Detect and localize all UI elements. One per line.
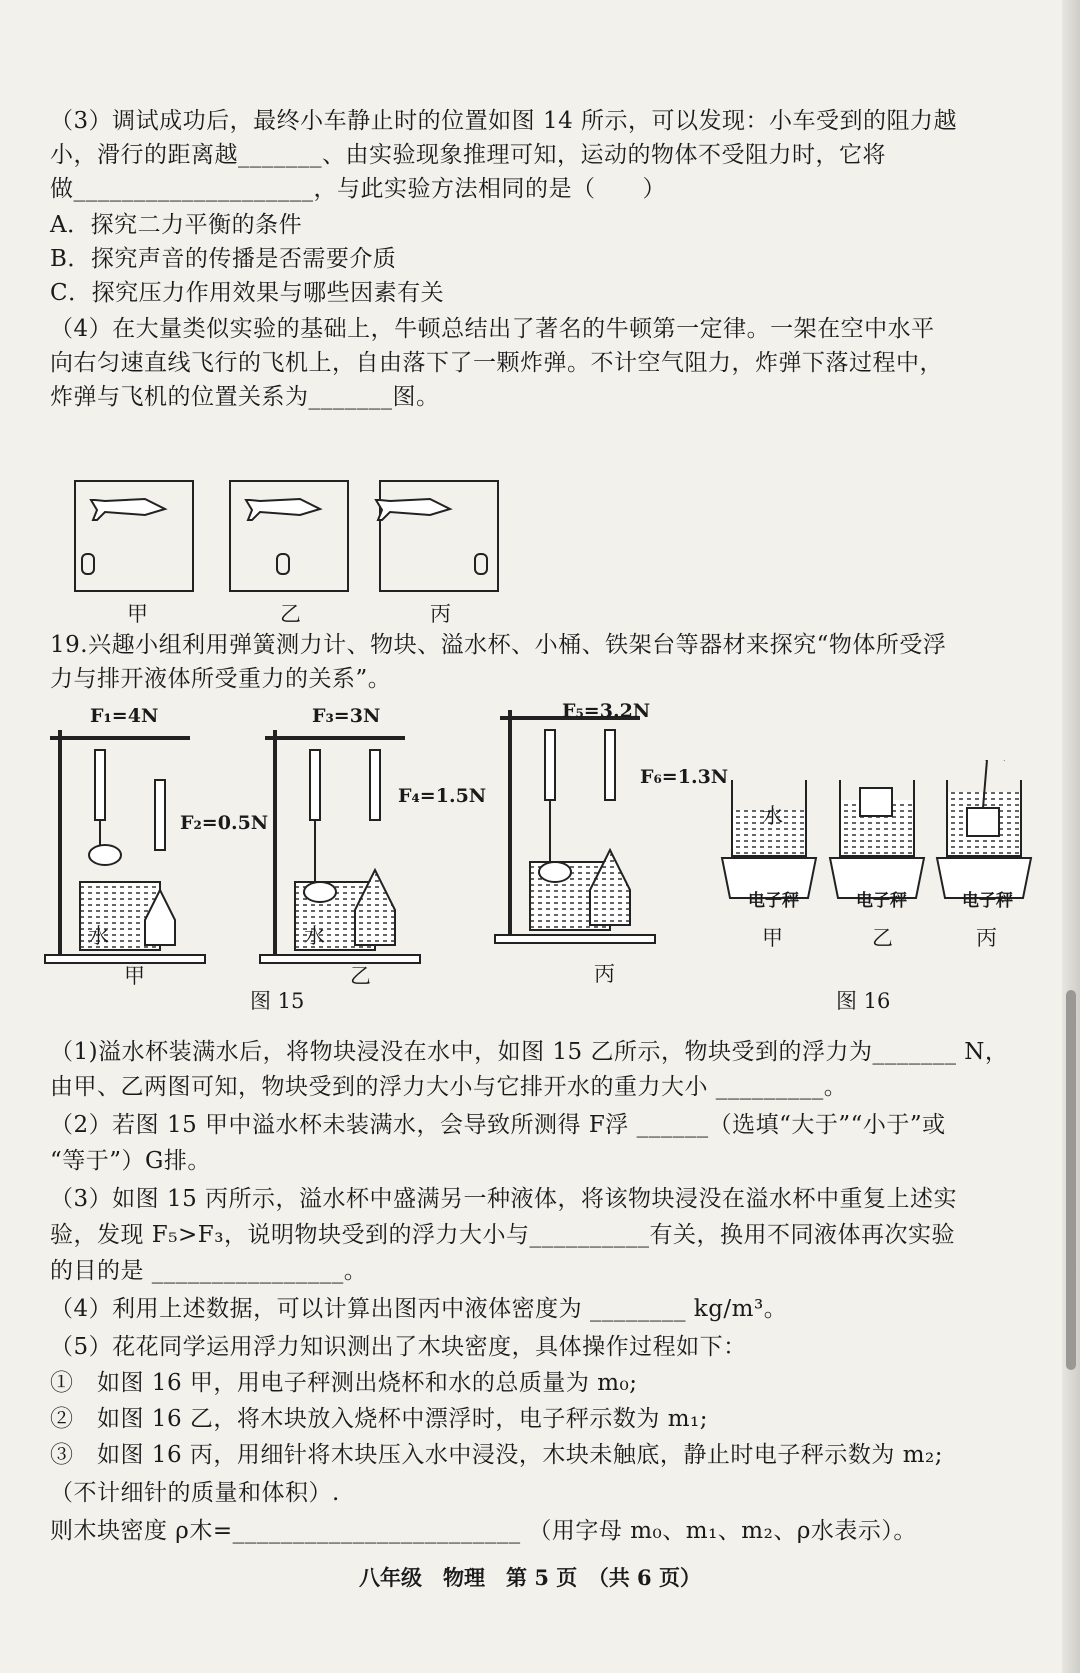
scale-setup-jia bbox=[722, 780, 816, 898]
q19-intro2: 力与排开液体所受重力的关系”。 bbox=[50, 666, 392, 692]
plane-label-bing: 丙 bbox=[430, 602, 451, 626]
f5-label: F₅=3.2N bbox=[562, 700, 651, 722]
water-label-yi: 水 bbox=[304, 924, 325, 948]
q18-3-line2: 小，滑行的距离越_______、由实验现象推理可知，运动的物体不受阻力时，它将 bbox=[50, 142, 886, 168]
option-a: A．探究二力平衡的条件 bbox=[50, 212, 303, 238]
label-jia: 甲 bbox=[124, 964, 145, 988]
fig16-label-yi: 乙 bbox=[872, 926, 893, 950]
option-b: B．探究声音的传播是否需要介质 bbox=[50, 246, 397, 272]
label-bing: 丙 bbox=[594, 962, 615, 986]
plane-label-yi: 乙 bbox=[280, 602, 301, 626]
q18-4-line1: （4）在大量类似实验的基础上，牛顿总结出了著名的牛顿第一定律。一架在空中水平 bbox=[50, 316, 935, 342]
q19-4: （4）利用上述数据，可以计算出图丙中液体密度为 ________ kg/m³。 bbox=[50, 1296, 788, 1322]
scale-setup-bing bbox=[937, 760, 1031, 898]
plane-label-jia: 甲 bbox=[127, 602, 148, 626]
density-answer-line: 则木块密度 ρ木=________________________ （用字母 m₀、m₁、m₂、ρ水表示）。 bbox=[50, 1518, 917, 1544]
q18-4-line3: 炸弹与飞机的位置关系为_______图。 bbox=[50, 384, 440, 410]
fig16-scale-bing: 电子秤 bbox=[962, 891, 1013, 911]
fig16-label-jia: 甲 bbox=[762, 926, 783, 950]
panel-bing bbox=[376, 481, 498, 591]
q19-3-a: （3）如图 15 丙所示，溢水杯中盛满另一种液体，将该物块浸没在溢水杯中重复上述实 bbox=[50, 1186, 958, 1212]
q18-3-line3: 做____________________，与此实验方法相同的是（ ） bbox=[50, 176, 666, 202]
q19-1-b: 由甲、乙两图可知，物块受到的浮力大小与它排开水的重力大小 _________。 bbox=[50, 1074, 848, 1100]
figure-15 bbox=[40, 710, 690, 970]
label-yi: 乙 bbox=[350, 964, 371, 988]
setup-bing bbox=[495, 710, 655, 943]
q19-2-a: （2）若图 15 甲中溢水杯未装满水，会导致所测得 F浮 ______（选填“大于”“小于”或 bbox=[50, 1112, 946, 1138]
f6-label: F₆=1.3N bbox=[640, 766, 729, 788]
fig16-label-bing: 丙 bbox=[976, 926, 997, 950]
f2-label: F₂=0.5N bbox=[180, 812, 269, 834]
q19-3-b: 验，发现 F₅>F₃，说明物块受到的浮力大小与__________有关，换用不同液体再次实验 bbox=[50, 1222, 955, 1248]
q18-3-line1: （3）调试成功后，最终小车静止时的位置如图 14 所示，可以发现：小车受到的阻力越 bbox=[50, 108, 958, 134]
figure-15-caption: 图 15 bbox=[250, 989, 305, 1013]
figure-16-caption: 图 16 bbox=[836, 989, 891, 1013]
q18-4-line2: 向右匀速直线飞行的飞机上，自由落下了一颗炸弹。不计空气阻力，炸弹下落过程中， bbox=[50, 350, 943, 376]
step-1: ① 如图 16 甲，用电子秤测出烧杯和水的总质量为 m₀; bbox=[50, 1370, 638, 1396]
q19-1-a: （1)溢水杯装满水后，将物块浸没在水中，如图 15 乙所示，物块受到的浮力为_______ N， bbox=[50, 1039, 1009, 1065]
f3-label: F₃=3N bbox=[312, 705, 381, 727]
step-3: ③ 如图 16 丙，用细针将木块压入水中浸没，木块未触底，静止时电子秤示数为 m₂; bbox=[50, 1442, 943, 1468]
fig16-water-jia: 水 bbox=[762, 804, 783, 828]
q19-intro1: 19.兴趣小组利用弹簧测力计、物块、溢水杯、小桶、铁架台等器材来探究“物体所受浮 bbox=[50, 632, 947, 658]
f4-label: F₄=1.5N bbox=[398, 785, 487, 807]
panel-yi bbox=[230, 481, 348, 591]
setup-yi bbox=[260, 730, 420, 963]
step-note: （不计细针的质量和体积）. bbox=[50, 1480, 340, 1506]
fig16-scale-jia: 电子秤 bbox=[748, 891, 799, 911]
setup-jia bbox=[45, 730, 205, 963]
scrollbar[interactable] bbox=[1066, 990, 1076, 1370]
step-2: ② 如图 16 乙，将木块放入烧杯中漂浮时，电子秤示数为 m₁; bbox=[50, 1406, 708, 1432]
fig16-scale-yi: 电子秤 bbox=[856, 891, 907, 911]
page-edge bbox=[1062, 0, 1080, 1673]
page-footer: 八年级 物理 第 5 页 （共 6 页） bbox=[359, 1565, 701, 1590]
water-label-jia: 水 bbox=[88, 924, 109, 948]
f1-label: F₁=4N bbox=[90, 705, 159, 727]
q19-5: （5）花花同学运用浮力知识测出了木块密度，具体操作过程如下： bbox=[50, 1334, 747, 1360]
option-c: C．探究压力作用效果与哪些因素有关 bbox=[50, 280, 445, 306]
scale-setup-yi bbox=[830, 780, 924, 898]
q19-2-b: “等于”）G排。 bbox=[50, 1148, 211, 1174]
q19-3-c: 的目的是 ________________。 bbox=[50, 1258, 368, 1284]
panel-jia bbox=[75, 481, 193, 591]
